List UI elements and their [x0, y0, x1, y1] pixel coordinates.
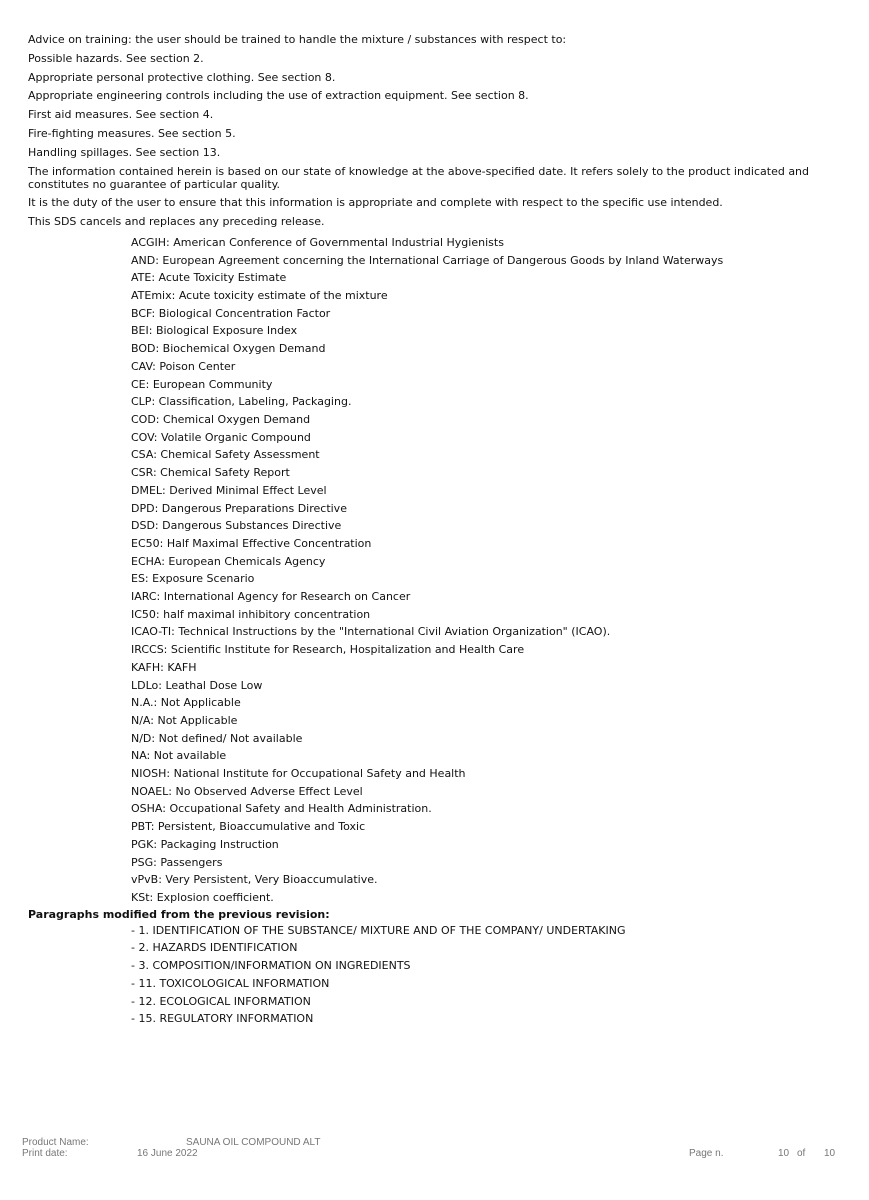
- page-footer: [22, 1137, 842, 1159]
- paragraph-line: Appropriate engineering controls including the use of extraction equipment. See section 8.: [28, 89, 529, 103]
- modified-section-item: - 15. REGULATORY INFORMATION: [131, 1012, 314, 1026]
- modified-section-item: - 11. TOXICOLOGICAL INFORMATION: [131, 976, 330, 990]
- abbreviation-item: KSt: Explosion coefficient.: [131, 890, 274, 904]
- abbreviation-item: ATE: Acute Toxicity Estimate: [131, 271, 287, 285]
- abbreviation-item: N.A.: Not Applicable: [131, 696, 241, 710]
- page-current: 10: [778, 1148, 790, 1159]
- abbreviation-item: CE: European Community: [131, 377, 273, 391]
- training-section: [28, 33, 843, 228]
- print-date-value: 16 June 2022: [137, 1148, 198, 1159]
- abbreviation-item: BCF: Biological Concentration Factor: [131, 306, 331, 320]
- paragraph-line: Possible hazards. See section 2.: [28, 51, 204, 65]
- abbreviation-item: PSG: Passengers: [131, 855, 223, 869]
- abbreviation-item: NIOSH: National Institute for Occupational Safety and Health: [131, 767, 466, 781]
- paragraph-line: The information contained herein is based on our state of knowledge at the above-specified date. It refers solely to the product indicated and constitutes no guarantee of particular quality.: [28, 164, 810, 191]
- paragraph-line: Fire-fighting measures. See section 5.: [28, 126, 236, 140]
- abbreviation-item: AND: European Agreement concerning the International Carriage of Dangerous Goods by Inland Waterways: [131, 253, 724, 267]
- abbreviation-item: DPD: Dangerous Preparations Directive: [131, 501, 347, 515]
- paragraph-line: Advice on training: the user should be trained to handle the mixture / substances with respect to:: [28, 33, 567, 46]
- modified-section-item: - 12. ECOLOGICAL INFORMATION: [131, 994, 311, 1008]
- abbreviation-item: IC50: half maximal inhibitory concentration: [131, 607, 371, 621]
- abbreviation-item: BOD: Biochemical Oxygen Demand: [131, 342, 326, 356]
- paragraph-line: This SDS cancels and replaces any preceding release.: [28, 215, 325, 229]
- product-name-value: SAUNA OIL COMPOUND ALT: [186, 1137, 321, 1148]
- modified-heading: Paragraphs modified from the previous revision:: [28, 907, 330, 921]
- abbreviation-item: ATEmix: Acute toxicity estimate of the mixture: [131, 289, 388, 303]
- abbreviation-item: CAV: Poison Center: [131, 359, 236, 373]
- abbreviation-item: PGK: Packaging Instruction: [131, 837, 279, 851]
- abbreviation-item: LDLo: Leathal Dose Low: [131, 678, 263, 692]
- abbreviation-item: KAFH: KAFH: [131, 660, 197, 674]
- abbreviation-item: NA: Not available: [131, 749, 227, 763]
- abbreviation-item: IRCCS: Scientific Institute for Research, Hospitalization and Health Care: [131, 643, 525, 657]
- abbreviations-list: [131, 234, 843, 907]
- abbreviation-item: ES: Exposure Scenario: [131, 572, 255, 586]
- paragraph-line: Handling spillages. See section 13.: [28, 145, 221, 159]
- modified-sections-list: [131, 922, 843, 1028]
- abbreviation-item: COV: Volatile Organic Compound: [131, 430, 311, 444]
- document-page: [28, 33, 843, 1028]
- abbreviation-item: NOAEL: No Observed Adverse Effect Level: [131, 784, 363, 798]
- abbreviation-item: CSR: Chemical Safety Report: [131, 466, 290, 480]
- modified-section-item: - 2. HAZARDS IDENTIFICATION: [131, 941, 298, 955]
- abbreviation-item: DSD: Dangerous Substances Directive: [131, 519, 342, 533]
- abbreviation-item: CSA: Chemical Safety Assessment: [131, 448, 320, 462]
- paragraph-line: First aid measures. See section 4.: [28, 108, 214, 122]
- abbreviation-item: IARC: International Agency for Research on Cancer: [131, 590, 411, 604]
- abbreviation-item: EC50: Half Maximal Effective Concentration: [131, 536, 372, 550]
- product-name-label: Product Name:: [22, 1137, 89, 1148]
- modified-section-item: - 1. IDENTIFICATION OF THE SUBSTANCE/ MIXTURE AND OF THE COMPANY/ UNDERTAKING: [131, 923, 626, 937]
- modified-section-item: - 3. COMPOSITION/INFORMATION ON INGREDIENTS: [131, 959, 411, 973]
- abbreviation-item: N/D: Not defined/ Not available: [131, 731, 303, 745]
- abbreviation-item: ICAO-TI: Technical Instructions by the "International Civil Aviation Organization" (ICAO).: [131, 625, 611, 639]
- paragraph-line: It is the duty of the user to ensure that this information is appropriate and complete with respect to the specific use intended.: [28, 196, 723, 210]
- abbreviation-item: OSHA: Occupational Safety and Health Administration.: [131, 802, 432, 816]
- page-of: of: [797, 1148, 806, 1159]
- paragraph-line: Appropriate personal protective clothing. See section 8.: [28, 70, 336, 84]
- abbreviation-item: COD: Chemical Oxygen Demand: [131, 413, 311, 426]
- abbreviation-item: N/A: Not Applicable: [131, 713, 238, 727]
- print-date-label: Print date:: [22, 1148, 68, 1159]
- page-total: 10: [824, 1148, 836, 1159]
- abbreviation-item: CLP: Classification, Labeling, Packaging.: [131, 395, 352, 409]
- abbreviation-item: PBT: Persistent, Bioaccumulative and Toxic: [131, 820, 366, 834]
- abbreviation-item: ECHA: European Chemicals Agency: [131, 554, 326, 568]
- abbreviation-item: vPvB: Very Persistent, Very Bioaccumulative.: [131, 873, 378, 887]
- page-label: Page n.: [689, 1148, 724, 1159]
- abbreviation-item: DMEL: Derived Minimal Effect Level: [131, 483, 327, 497]
- abbreviation-item: ACGIH: American Conference of Governmental Industrial Hygienists: [131, 235, 504, 249]
- abbreviation-item: BEI: Biological Exposure Index: [131, 324, 298, 338]
